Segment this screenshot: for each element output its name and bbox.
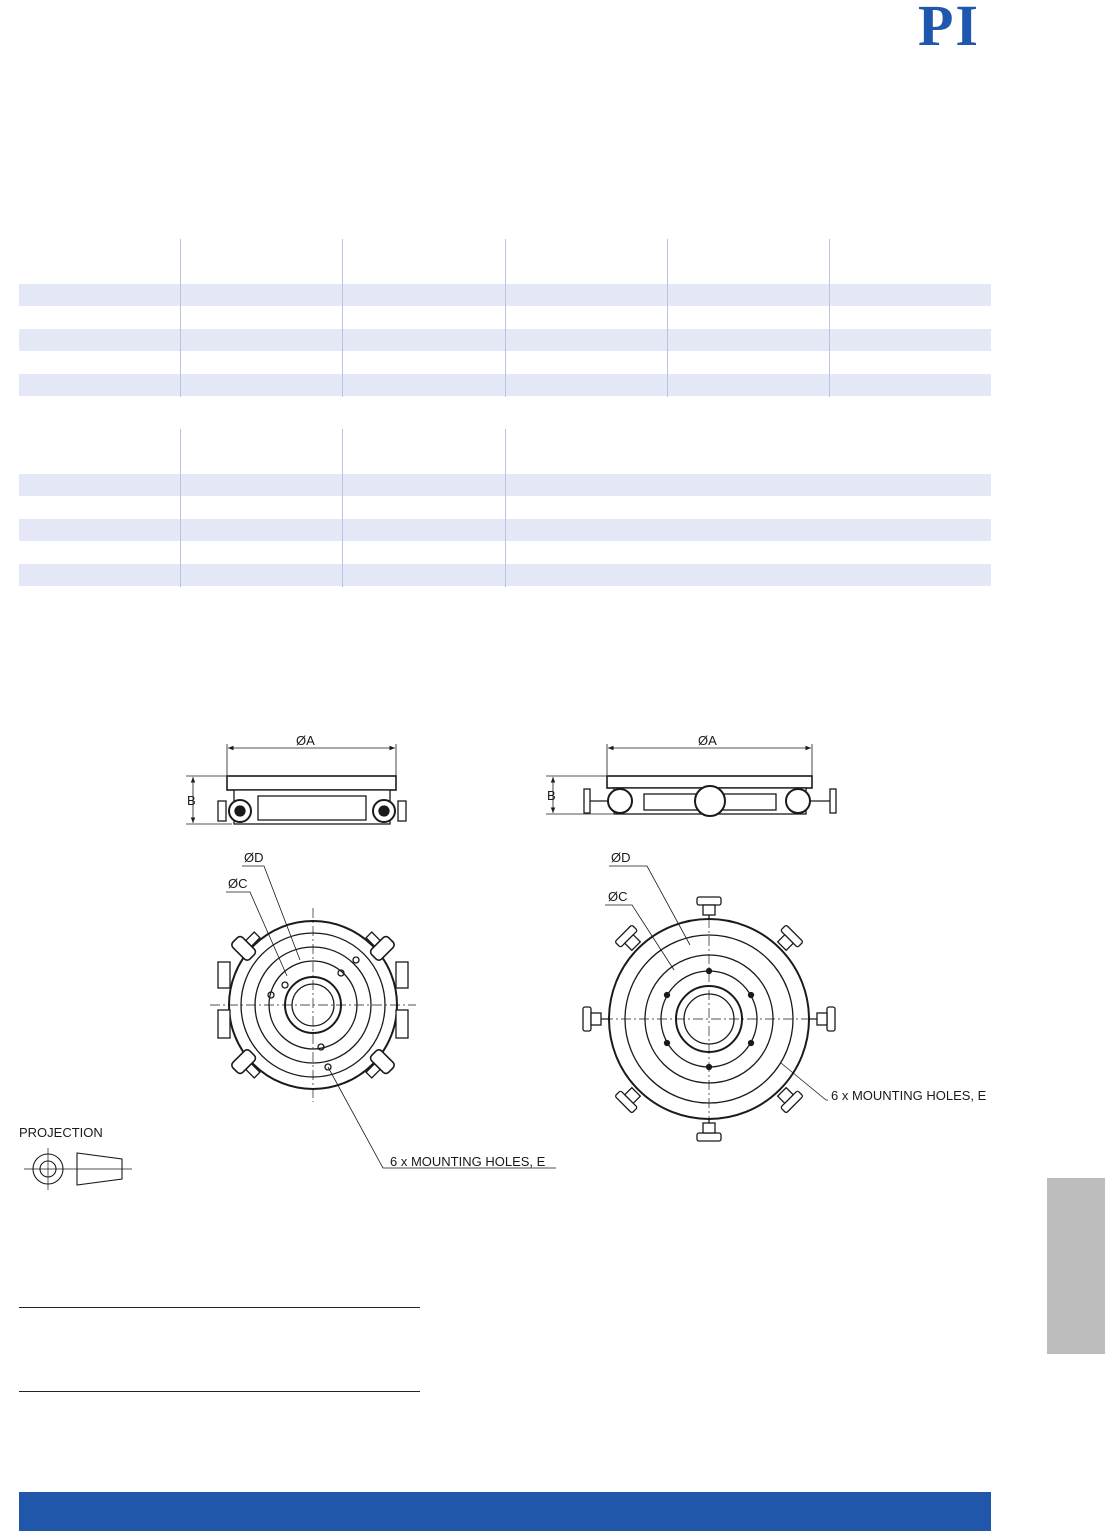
right-dim-d-label: ØD [611,850,631,865]
section-tab [1047,1178,1105,1354]
pi-logo: PI [918,0,980,52]
left-side-view [186,744,406,824]
left-dim-d-label: ØD [244,850,264,865]
right-top-view [583,866,835,1141]
right-dim-b-label: B [547,788,556,803]
technical-drawing [0,700,1105,1200]
column-divider [829,239,830,397]
column-divider [180,429,181,587]
column-divider [180,239,181,397]
footer-bar [19,1492,991,1531]
projection-label: PROJECTION [19,1125,103,1140]
divider-line [19,1391,420,1392]
column-divider [505,239,506,397]
left-dim-a-label: ØA [296,733,315,748]
spec-table-1 [19,239,991,397]
left-mounting-holes-label: 6 x MOUNTING HOLES, E [390,1154,546,1169]
divider-line [19,1307,420,1308]
right-dim-c-label: ØC [608,889,628,904]
right-side-view [546,744,836,816]
column-divider [667,239,668,397]
column-divider [342,429,343,587]
right-dim-a-label: ØA [698,733,717,748]
spec-table-2 [19,429,991,587]
left-dim-c-label: ØC [228,876,248,891]
left-dim-b-label: B [187,793,196,808]
column-divider [342,239,343,397]
right-mounting-holes-label: 6 x MOUNTING HOLES, E [831,1088,987,1103]
column-divider [505,429,506,587]
left-top-view [210,866,556,1168]
projection-symbol [24,1148,132,1190]
